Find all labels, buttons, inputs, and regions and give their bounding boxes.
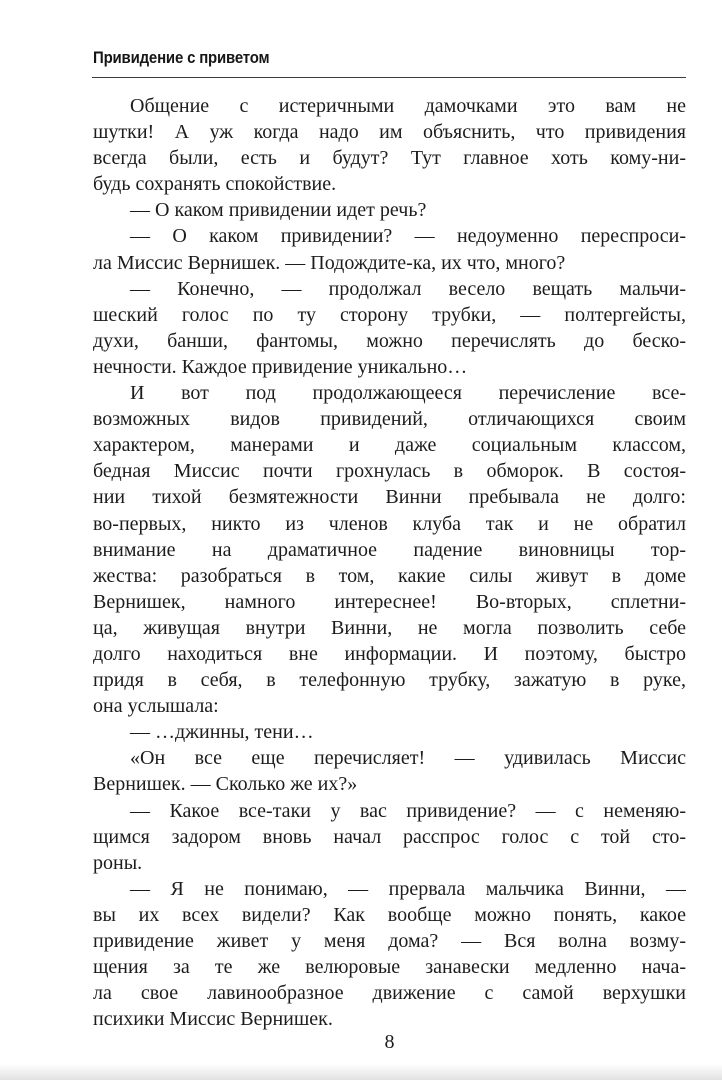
text-line: «Он все еще перечисляет! — удивилась Миссис bbox=[130, 747, 686, 770]
text-line: духи, банши, фантомы, можно перечислять до беско- bbox=[93, 329, 686, 352]
text-line: долго находиться вне информации. И поэтому, быстро bbox=[93, 642, 686, 665]
text-line: щения за те же велюровые занавески медленно нача- bbox=[93, 956, 686, 979]
text-line: возможных видов привидений, отличающихся своим bbox=[93, 408, 686, 431]
text-line: Общение с истеричными дамочками это вам не bbox=[130, 95, 686, 117]
text-line: — Я не понимаю, — прервала мальчика Винни, — bbox=[130, 877, 686, 900]
text-line: — …джинны, тени… bbox=[130, 721, 314, 744]
body-text bbox=[93, 93, 686, 1032]
running-header: Привидение с приветом bbox=[93, 48, 270, 67]
text-line: внимание на драматичное падение виновницы тор- bbox=[93, 538, 686, 561]
text-line: нечности. Каждое привидение уникально… bbox=[93, 355, 468, 378]
text-line: — Конечно, — продолжал весело вещать мальчи- bbox=[130, 277, 686, 300]
text-line: Вернишек, намного интереснее! Во-вторых, сплетни- bbox=[93, 590, 686, 613]
text-line: шеский голос по ту сторону трубки, — полтергейсты, bbox=[93, 303, 686, 326]
text-line: Вернишек. — Сколько же их?» bbox=[93, 773, 358, 796]
text-line: роны. bbox=[93, 851, 143, 874]
text-line: психики Миссис Вернишек. bbox=[93, 1008, 333, 1031]
text-line: — О каком привидении? — недоуменно переспроси- bbox=[130, 225, 686, 248]
text-line: ла Миссис Вернишек. — Подождите-ка, их что, много? bbox=[93, 251, 566, 274]
text-line: придя в себя, в телефонную трубку, зажатую в руке, bbox=[93, 669, 686, 692]
scan-edge-shadow bbox=[0, 1064, 722, 1080]
text-line: вы их всех видели? Как вообще можно понять, какое bbox=[93, 903, 686, 926]
text-line: — О каком привидении идет речь? bbox=[130, 199, 427, 222]
header-rule bbox=[92, 77, 686, 78]
text-line: — Какое все-таки у вас привидение? — с неменяю- bbox=[130, 799, 686, 822]
text-line: всегда были, есть и будут? Тут главное хоть кому-ни- bbox=[93, 147, 686, 170]
text-line: ла свое лавинообразное движение с самой верхушки bbox=[93, 982, 686, 1005]
text-line: ца, живущая внутри Винни, не могла позволить себе bbox=[93, 616, 686, 639]
text-line: шутки! А уж когда надо им объяснить, что привидения bbox=[93, 121, 686, 144]
text-line: будь сохранять спокойствие. bbox=[93, 173, 337, 196]
page-number: 8 bbox=[384, 1031, 395, 1053]
text-line: привидение живет у меня дома? — Вся волна возму- bbox=[93, 930, 686, 952]
text-line: нии тихой безмятежности Винни пребывала не долго: bbox=[93, 486, 686, 509]
text-line: она услышала: bbox=[93, 695, 219, 718]
text-line: И вот под продолжающееся перечисление все- bbox=[130, 382, 686, 405]
text-line: во-первых, никто из членов клуба так и не обратил bbox=[93, 512, 686, 535]
text-line: щимся задором вновь начал расспрос голос с той сто- bbox=[93, 825, 686, 848]
text-line: характером, манерами и даже социальным классом, bbox=[93, 434, 686, 457]
text-line: бедная Миссис почти грохнулась в обморок. В состоя- bbox=[93, 460, 686, 483]
text-line: жества: разобраться в том, какие силы живут в доме bbox=[93, 564, 686, 587]
